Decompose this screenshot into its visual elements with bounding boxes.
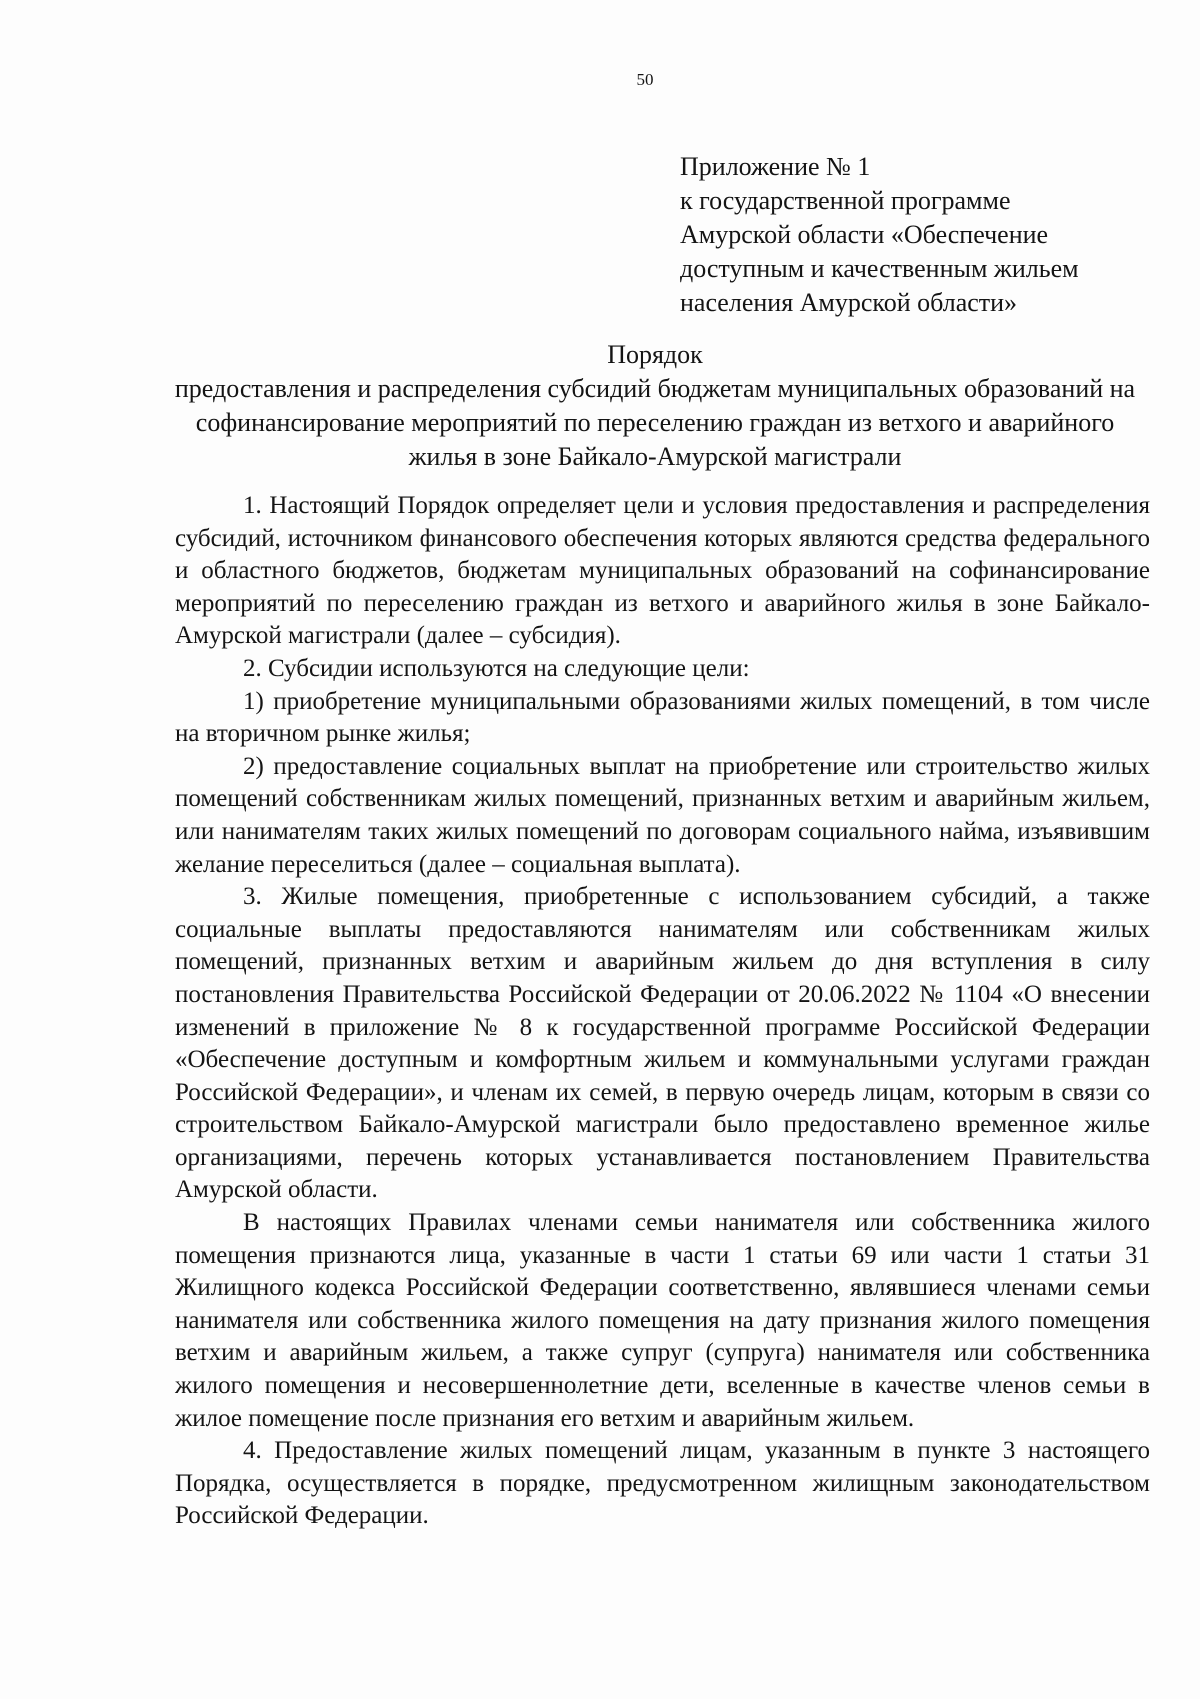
- document-body: [175, 490, 1150, 1533]
- paragraph: 1) приобретение муниципальными образованиями жилых помещений, в том числе на вторичном рынке жилья;: [175, 687, 1150, 748]
- paragraph: В настоящих Правилах членами семьи нанимателя или собственника жилого помещения признаются лица, указанные в части 1 статьи 69 или части 1 статьи 31 Жилищного кодекса Российской Федерации соответственно, являвшиеся членами семьи нанимателя или собственника жилого помещения на дату признания жилого помещения ветхим и аварийным жильем, а также супруг (супруга) нанимателя или собственника жилого помещения и несовершеннолетние дети, вселенные в качестве членов семьи в жилое помещение после признания его ветхим и аварийным жильем.: [175, 1209, 1150, 1432]
- appendix-line: Амурской области «Обеспечение: [680, 220, 1049, 249]
- page-number: 50: [636, 70, 654, 89]
- paragraph: 4. Предоставление жилых помещений лицам, указанным в пункте 3 настоящего Порядка, осуществляется в порядке, предусмотренном жилищным законодательством Российской Федерации.: [175, 1437, 1150, 1530]
- paragraph: 2. Субсидии используются на следующие цели:: [243, 654, 750, 682]
- appendix-line: Приложение № 1: [680, 152, 871, 181]
- document-title: [170, 338, 1140, 474]
- title-main: Порядок: [607, 340, 703, 369]
- paragraph: 1. Настоящий Порядок определяет цели и условия предоставления и распределения субсидий, источником финансового обеспечения которых являются средства федерального и областного бюджетов, бюджетам муниципальных образований на софинансирование мероприятий по переселению граждан из ветхого и аварийного жилья в зоне Байкало-Амурской магистрали (далее – субсидия).: [175, 492, 1150, 650]
- paragraph: 3. Жилые помещения, приобретенные с использованием субсидий, а также социальные выплаты предоставляются нанимателям или собственникам жилых помещений, признанных ветхим и аварийным жильем до дня вступления в силу постановления Правительства Российской Федерации от 20.06.2022 № 1104 «О внесении изменений в приложение № 8 к государственной программе Российской Федерации «Обеспечение доступным и комфортным жильем и коммунальными услугами граждан Российской Федерации», и членам их семей, в первую очередь лицам, которым в связи со строительством Байкало-Амурской магистрали было предоставлено временное жилье организациями, перечень которых устанавливается постановлением Правительства Амурской области.: [175, 883, 1150, 1204]
- appendix-line: доступным и качественным жильем: [680, 254, 1079, 283]
- paragraph: 2) предоставление социальных выплат на приобретение или строительство жилых помещений собственникам жилых помещений, признанных ветхим и аварийным жильем, или нанимателям таких жилых помещений по договорам социального найма, изъявившим желание переселиться (далее – социальная выплата).: [175, 752, 1150, 878]
- title-subtitle: предоставления и распределения субсидий бюджетам муниципальных образований на софинансирование мероприятий по переселению граждан из ветхого и аварийного жилья в зоне Байкало-Амурской магистрали: [174, 374, 1136, 471]
- appendix-line: населения Амурской области»: [680, 288, 1018, 317]
- appendix-header: [680, 150, 1150, 320]
- appendix-line: к государственной программе: [680, 186, 1011, 215]
